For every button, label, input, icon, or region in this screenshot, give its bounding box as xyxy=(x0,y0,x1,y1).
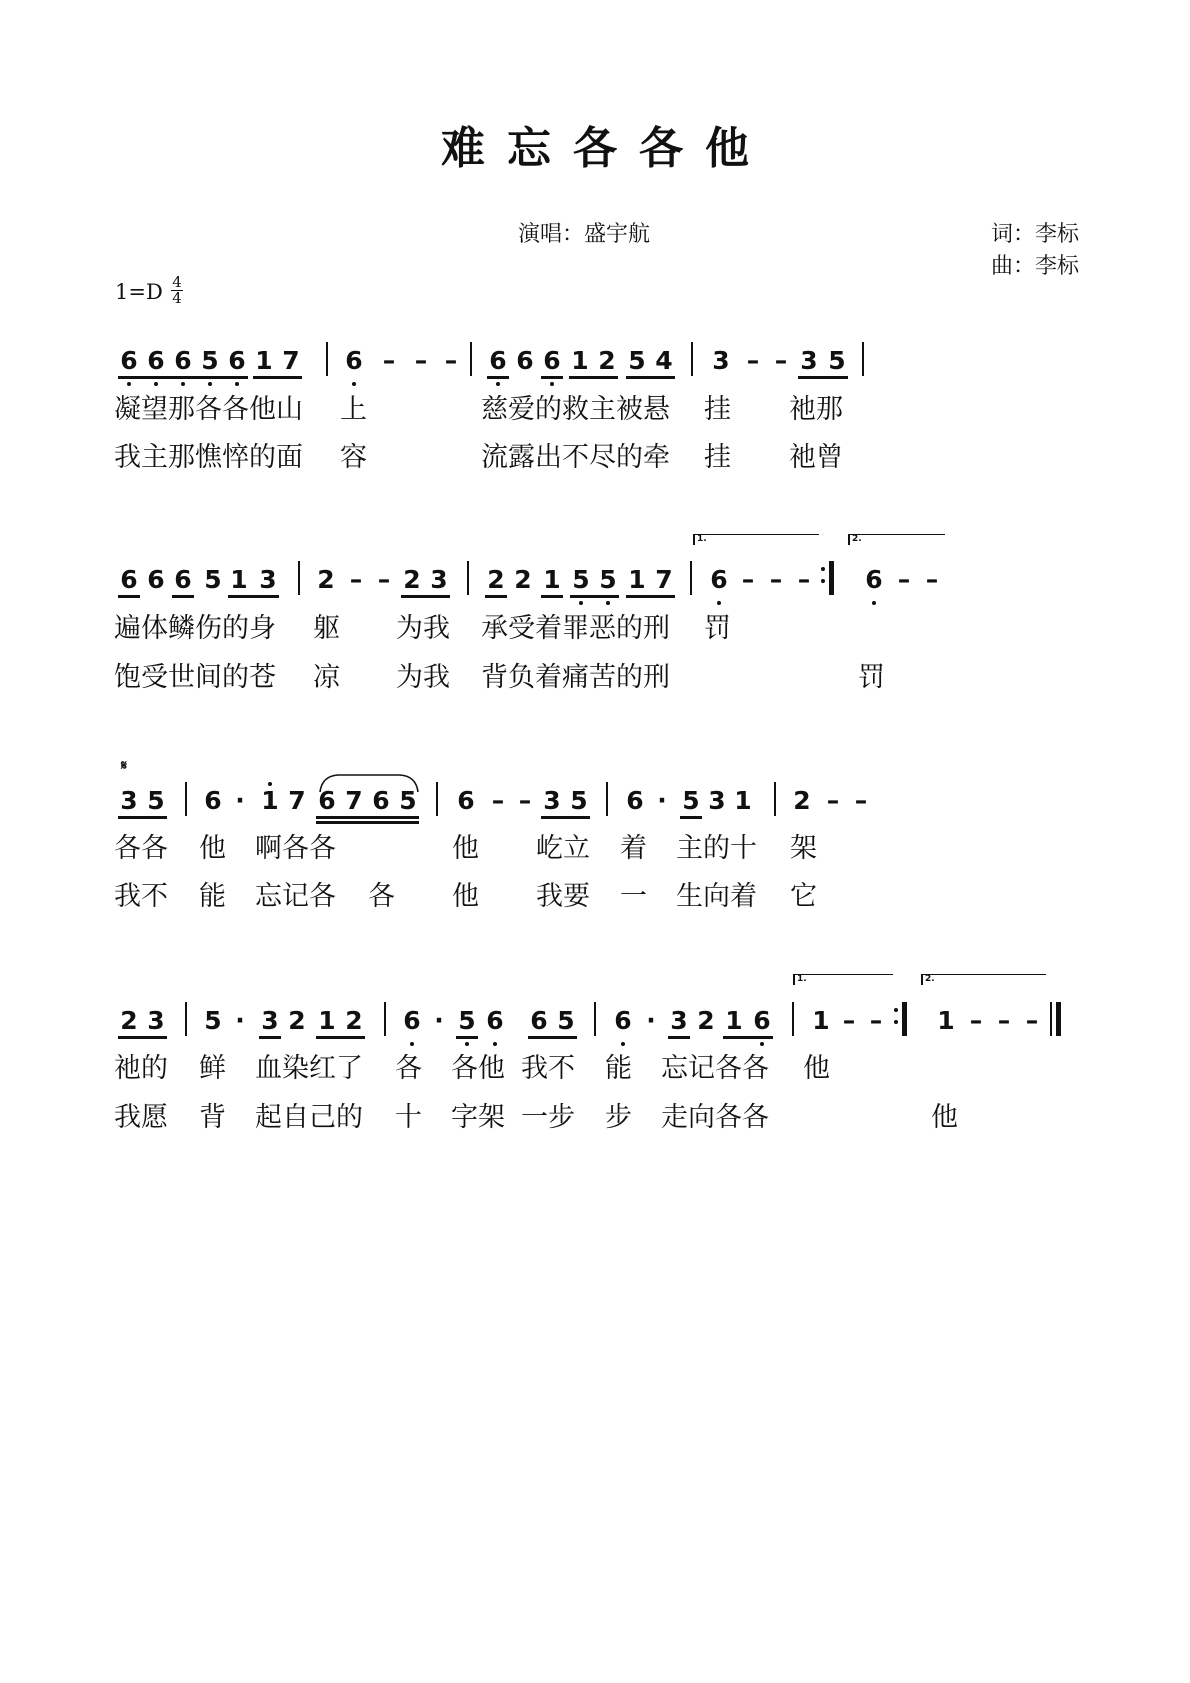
note: 6 xyxy=(489,346,507,375)
note: 5 xyxy=(828,346,846,375)
barline xyxy=(298,561,300,595)
note: 5 xyxy=(628,346,646,375)
note: 1 xyxy=(937,1006,955,1035)
barline xyxy=(691,342,693,376)
note: 1 xyxy=(628,565,646,594)
time-signature-bottom: 4 xyxy=(172,289,182,307)
note: 5 xyxy=(204,565,222,594)
lyric: 背负着痛苦的刑 xyxy=(481,662,670,693)
note: 6 xyxy=(318,786,336,815)
lyric: 他 xyxy=(452,833,479,864)
barline xyxy=(467,561,469,595)
note: 7 xyxy=(288,786,306,815)
note: 1 xyxy=(318,1006,336,1035)
dot: · xyxy=(657,786,667,815)
lyric: 承受着罪恶的刑 xyxy=(481,613,670,644)
barline xyxy=(862,342,864,376)
note: 3 xyxy=(800,346,818,375)
time-signature-top: 4 xyxy=(172,273,182,291)
dash: – xyxy=(769,565,783,594)
barline xyxy=(470,342,472,376)
note: 6 xyxy=(543,346,561,375)
dash: – xyxy=(897,565,911,594)
volta-bracket-1: 1. xyxy=(693,534,819,542)
lyric: 躯 xyxy=(313,613,340,644)
barline xyxy=(185,782,187,816)
lyric: 罚 xyxy=(704,613,731,644)
barline xyxy=(326,342,328,376)
note: 7 xyxy=(282,346,300,375)
lyric: 遍体鳞伤的身 xyxy=(114,613,276,644)
lyric: 步 xyxy=(605,1102,632,1133)
note: 6 xyxy=(457,786,475,815)
dash: – xyxy=(518,786,532,815)
note: 6 xyxy=(174,346,192,375)
lyric: 凝望那各各他山 xyxy=(114,394,303,425)
volta-bracket-1: 1. xyxy=(793,974,893,982)
lyric: 祂曾 xyxy=(789,442,843,473)
note: 6 xyxy=(120,565,138,594)
dot: · xyxy=(235,1006,245,1035)
lyric: 走向各各 xyxy=(661,1102,769,1133)
note: 7 xyxy=(655,565,673,594)
note: 7 xyxy=(345,786,363,815)
note: 3 xyxy=(670,1006,688,1035)
lyric: 我要 xyxy=(536,881,590,912)
note: 3 xyxy=(543,786,561,815)
note: 5 xyxy=(682,786,700,815)
note: 5 xyxy=(458,1006,476,1035)
note: 5 xyxy=(557,1006,575,1035)
note: 6 xyxy=(753,1006,771,1035)
note: 2 xyxy=(697,1006,715,1035)
barline xyxy=(384,1002,386,1036)
volta-bracket-2: 2. xyxy=(921,974,1046,982)
lyric: 他 xyxy=(803,1053,830,1084)
dash: – xyxy=(774,346,788,375)
note: 5 xyxy=(147,786,165,815)
dash: – xyxy=(869,1006,883,1035)
lyric: 忘记各 xyxy=(255,881,336,912)
note: 6 xyxy=(174,565,192,594)
dash: – xyxy=(382,346,396,375)
note: 1 xyxy=(255,346,273,375)
dash: – xyxy=(741,565,755,594)
lyric: 生向着 xyxy=(676,881,757,912)
notation-row-4 xyxy=(0,1006,1190,1036)
lyric: 他 xyxy=(452,881,479,912)
note: 6 xyxy=(120,346,138,375)
lyric: 背 xyxy=(199,1102,226,1133)
note: 5 xyxy=(204,1006,222,1035)
note: 2 xyxy=(514,565,532,594)
dash: – xyxy=(349,565,363,594)
dash: – xyxy=(997,1006,1011,1035)
note: 2 xyxy=(288,1006,306,1035)
note: 1 xyxy=(230,565,248,594)
note: 4 xyxy=(655,346,673,375)
lyric: 挂 xyxy=(704,394,731,425)
note: 3 xyxy=(259,565,277,594)
lyric: 起自己的 xyxy=(255,1102,363,1133)
dot: · xyxy=(434,1006,444,1035)
lyric: 着 xyxy=(620,833,647,864)
note: 2 xyxy=(120,1006,138,1035)
repeat-end-barline xyxy=(902,1002,907,1036)
lyric: 啊各各 xyxy=(255,833,336,864)
dash: – xyxy=(925,565,939,594)
barline xyxy=(606,782,608,816)
note: 1 xyxy=(725,1006,743,1035)
lyric: 鲜 xyxy=(199,1053,226,1084)
lyric: 容 xyxy=(340,442,367,473)
note: 6 xyxy=(372,786,390,815)
dash: – xyxy=(969,1006,983,1035)
singer-credit: 演唱：盛宇航 xyxy=(518,222,651,247)
note: 3 xyxy=(147,1006,165,1035)
barline xyxy=(774,782,776,816)
lyric: 祂的 xyxy=(114,1053,168,1084)
lyric: 我不 xyxy=(114,881,168,912)
lyric: 流露出不尽的牵 xyxy=(481,442,670,473)
notation-row-1 xyxy=(0,346,1190,376)
notation-row-3 xyxy=(0,786,1190,816)
lyric: 它 xyxy=(790,881,817,912)
barline xyxy=(690,561,692,595)
dash: – xyxy=(746,346,760,375)
dash: – xyxy=(842,1006,856,1035)
lyric: 主的十 xyxy=(676,833,757,864)
note: 6 xyxy=(614,1006,632,1035)
note: 6 xyxy=(516,346,534,375)
note: 5 xyxy=(599,565,617,594)
lyricist-credit: 词：李标 xyxy=(991,222,1080,247)
note: 6 xyxy=(345,346,363,375)
note: 6 xyxy=(626,786,644,815)
lyric: 我主那憔悴的面 xyxy=(114,442,303,473)
lyric: 十 xyxy=(395,1102,422,1133)
note: 6 xyxy=(228,346,246,375)
lyric: 一 xyxy=(620,881,647,912)
lyric: 能 xyxy=(199,881,226,912)
notation-row-2 xyxy=(0,565,1190,595)
note: 3 xyxy=(261,1006,279,1035)
note: 6 xyxy=(486,1006,504,1035)
note: 1 xyxy=(812,1006,830,1035)
lyric: 上 xyxy=(340,394,367,425)
lyric: 为我 xyxy=(396,662,450,693)
time-signature xyxy=(171,275,183,306)
note: 6 xyxy=(865,565,883,594)
note: 1 xyxy=(571,346,589,375)
lyric: 慈爱的救主被悬 xyxy=(481,394,670,425)
dash: – xyxy=(826,786,840,815)
segno-sign: 𝄋 xyxy=(121,758,128,774)
note: 6 xyxy=(147,565,165,594)
note: 3 xyxy=(120,786,138,815)
lyric: 饱受世间的苍 xyxy=(114,662,276,693)
lyric: 凉 xyxy=(313,662,340,693)
lyric: 我愿 xyxy=(114,1102,168,1133)
note: 6 xyxy=(710,565,728,594)
note: 1 xyxy=(261,786,279,815)
lyric: 各各 xyxy=(114,833,168,864)
lyric: 挂 xyxy=(704,442,731,473)
lyric: 字架 xyxy=(451,1102,505,1133)
note: 2 xyxy=(598,346,616,375)
lyric: 他 xyxy=(199,833,226,864)
lyric: 为我 xyxy=(396,613,450,644)
barline xyxy=(594,1002,596,1036)
lyric: 各 xyxy=(395,1053,422,1084)
volta-bracket-2: 2. xyxy=(848,534,945,542)
key-signature: 1=D xyxy=(115,280,163,304)
dot: · xyxy=(235,786,245,815)
lyric: 罚 xyxy=(858,662,885,693)
note: 1 xyxy=(734,786,752,815)
dash: – xyxy=(414,346,428,375)
note: 5 xyxy=(399,786,417,815)
note: 2 xyxy=(317,565,335,594)
lyric: 能 xyxy=(605,1053,632,1084)
composer-credit: 曲：李标 xyxy=(991,254,1080,279)
lyric: 我不 xyxy=(521,1053,575,1084)
repeat-end-barline xyxy=(829,561,834,595)
dash: – xyxy=(797,565,811,594)
note: 6 xyxy=(204,786,222,815)
dash: – xyxy=(491,786,505,815)
dash: – xyxy=(1025,1006,1039,1035)
barline xyxy=(792,1002,794,1036)
dash: – xyxy=(854,786,868,815)
barline xyxy=(436,782,438,816)
lyric: 祂那 xyxy=(789,394,843,425)
note: 3 xyxy=(430,565,448,594)
barline xyxy=(185,1002,187,1036)
note: 2 xyxy=(793,786,811,815)
lyric: 屹立 xyxy=(536,833,590,864)
dash: – xyxy=(377,565,391,594)
note: 6 xyxy=(147,346,165,375)
final-barline-thin xyxy=(1050,1002,1052,1036)
final-barline-thick xyxy=(1056,1002,1061,1036)
note: 2 xyxy=(345,1006,363,1035)
dot: · xyxy=(646,1006,656,1035)
note: 6 xyxy=(530,1006,548,1035)
note: 2 xyxy=(487,565,505,594)
song-title: 难忘各各他 xyxy=(441,123,771,174)
lyric: 血染红了 xyxy=(255,1053,363,1084)
note: 3 xyxy=(712,346,730,375)
lyric: 各 xyxy=(368,881,395,912)
note: 5 xyxy=(572,565,590,594)
lyric: 他 xyxy=(931,1102,958,1133)
note: 1 xyxy=(543,565,561,594)
lyric: 架 xyxy=(790,833,817,864)
lyric: 一步 xyxy=(521,1102,575,1133)
note: 5 xyxy=(570,786,588,815)
lyric: 忘记各各 xyxy=(661,1053,769,1084)
lyric: 各他 xyxy=(451,1053,505,1084)
note: 6 xyxy=(403,1006,421,1035)
note: 2 xyxy=(403,565,421,594)
note: 3 xyxy=(708,786,726,815)
dash: – xyxy=(444,346,458,375)
note: 5 xyxy=(201,346,219,375)
